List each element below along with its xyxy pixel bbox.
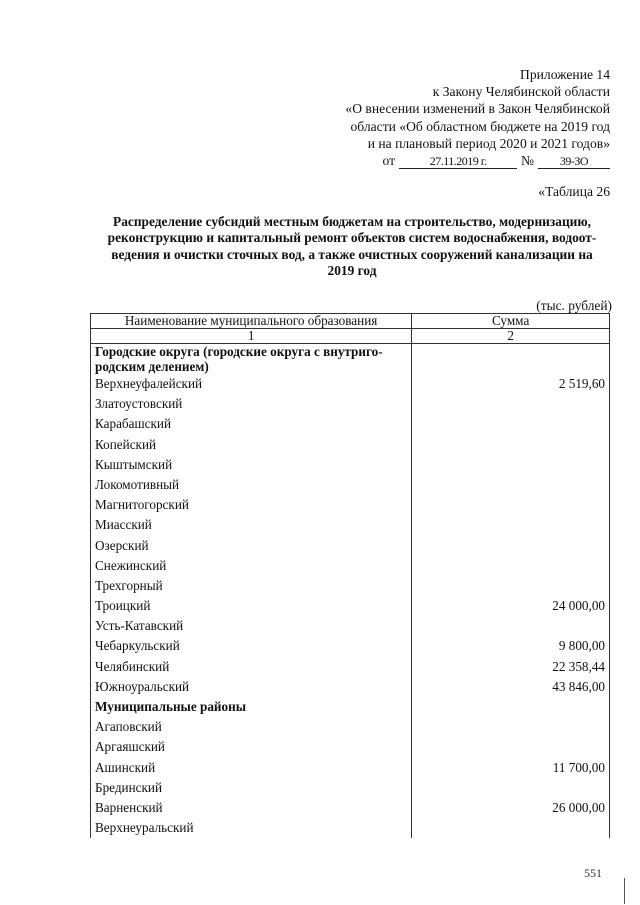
date-value: 27.11.2019 г. <box>399 154 517 169</box>
subsidy-sum <box>412 818 610 838</box>
subsidy-sum: 24 000,00 <box>412 596 610 616</box>
subsidy-sum: 22 358,44 <box>412 657 610 677</box>
subsidy-table <box>90 313 610 838</box>
heading-line: ведения и очистки сточных вод, а также очистных сооружений канализации на <box>111 246 593 262</box>
table-row <box>91 435 610 455</box>
column-header-sum: Сумма <box>412 314 610 329</box>
municipality-name: Брединский <box>91 778 412 798</box>
table-row <box>91 616 610 636</box>
table-row <box>91 495 610 515</box>
table-row <box>91 778 610 798</box>
subsidy-sum <box>412 778 610 798</box>
municipality-name: Аргаяшский <box>91 737 412 757</box>
date-prefix: от <box>382 153 396 169</box>
subsidy-sum <box>412 414 610 434</box>
table-row <box>91 818 610 838</box>
municipality-name: Агаповский <box>91 717 412 737</box>
municipality-name: Троицкий <box>91 596 412 616</box>
table-row <box>91 536 610 556</box>
appendix-line: к Закону Челябинской области <box>432 84 610 100</box>
table-header-row <box>91 314 610 329</box>
group-title-line: родским делением) <box>95 358 209 374</box>
municipality-name: Чебаркульский <box>91 636 412 656</box>
municipality-name: Ашинский <box>91 758 412 778</box>
subsidy-sum: 43 846,00 <box>412 677 610 697</box>
municipality-name: Миасский <box>91 515 412 535</box>
column-index: 2 <box>412 329 610 344</box>
table-row <box>91 374 610 394</box>
municipality-name: Карабашский <box>91 414 412 434</box>
subsidy-sum <box>412 717 610 737</box>
table-row <box>91 515 610 535</box>
municipality-name: Верхнеуральский <box>91 818 412 838</box>
municipality-name: Озерский <box>91 536 412 556</box>
table-row <box>91 677 610 697</box>
document-heading <box>84 214 620 280</box>
appendix-block <box>190 66 610 169</box>
page-number: 551 <box>584 866 602 880</box>
heading-line: реконструкцию и капитальный ремонт объектов систем водоснабжения, водоот- <box>107 230 597 246</box>
subsidy-sum: 2 519,60 <box>412 374 610 394</box>
municipality-name: Усть-Катавский <box>91 616 412 636</box>
municipality-name: Снежинский <box>91 556 412 576</box>
subsidy-sum <box>412 536 610 556</box>
municipality-name: Верхнеуфалейский <box>91 374 412 394</box>
column-index: 1 <box>91 329 412 344</box>
group-title-line: Городские округа (городские округа с внутриго- <box>95 344 383 359</box>
municipality-name: Златоустовский <box>91 394 412 414</box>
appendix-line: и на плановый период 2020 и 2021 годов» <box>367 135 610 151</box>
municipality-name: Копейский <box>91 435 412 455</box>
subsidy-sum <box>412 435 610 455</box>
table-row <box>91 475 610 495</box>
municipality-name: Локомотивный <box>91 475 412 495</box>
municipality-name: Трехгорный <box>91 576 412 596</box>
heading-line: 2019 год <box>327 263 377 279</box>
table-row <box>91 798 610 818</box>
group-row <box>91 697 610 717</box>
table-row <box>91 414 610 434</box>
subsidy-sum: 26 000,00 <box>412 798 610 818</box>
unit-label: (тыс. рублей) <box>536 298 612 313</box>
appendix-line: Приложение 14 <box>520 67 610 82</box>
subsidy-sum <box>412 515 610 535</box>
municipality-name: Магнитогорский <box>91 495 412 515</box>
subsidy-sum <box>412 394 610 414</box>
column-header-name: Наименование муниципального образования <box>91 314 412 329</box>
table-row <box>91 636 610 656</box>
subsidy-sum <box>412 737 610 757</box>
scan-edge-mark <box>624 878 625 904</box>
number-prefix: № <box>521 153 534 169</box>
table-row <box>91 596 610 616</box>
heading-line: Распределение субсидий местным бюджетам на строительство, модернизацию, <box>113 214 591 229</box>
municipality-name: Южноуральский <box>91 677 412 697</box>
table-row <box>91 394 610 414</box>
table-row <box>91 737 610 757</box>
column-index-row <box>91 329 610 344</box>
table-row <box>91 657 610 677</box>
subsidy-sum <box>412 616 610 636</box>
table-row <box>91 556 610 576</box>
table-row <box>91 576 610 596</box>
subsidy-sum <box>412 495 610 515</box>
group-title: Муниципальные районы <box>91 697 412 717</box>
table-row <box>91 758 610 778</box>
appendix-line: области «Об областном бюджете на 2019 год <box>350 118 610 134</box>
subsidy-sum <box>412 556 610 576</box>
group-row <box>91 344 610 375</box>
date-line <box>190 152 610 169</box>
municipality-name: Челябинский <box>91 657 412 677</box>
subsidy-sum <box>412 576 610 596</box>
table-row <box>91 455 610 475</box>
table-reference: «Таблица 26 <box>538 184 610 199</box>
appendix-line: «О внесении изменений в Закон Челябинской <box>345 101 610 117</box>
subsidy-sum: 9 800,00 <box>412 636 610 656</box>
table-row <box>91 717 610 737</box>
municipality-name: Варненский <box>91 798 412 818</box>
law-number: 39-ЗО <box>538 154 610 169</box>
subsidy-sum <box>412 455 610 475</box>
subsidy-sum <box>412 475 610 495</box>
municipality-name: Кыштымский <box>91 455 412 475</box>
group-title <box>91 344 412 375</box>
subsidy-sum: 11 700,00 <box>412 758 610 778</box>
